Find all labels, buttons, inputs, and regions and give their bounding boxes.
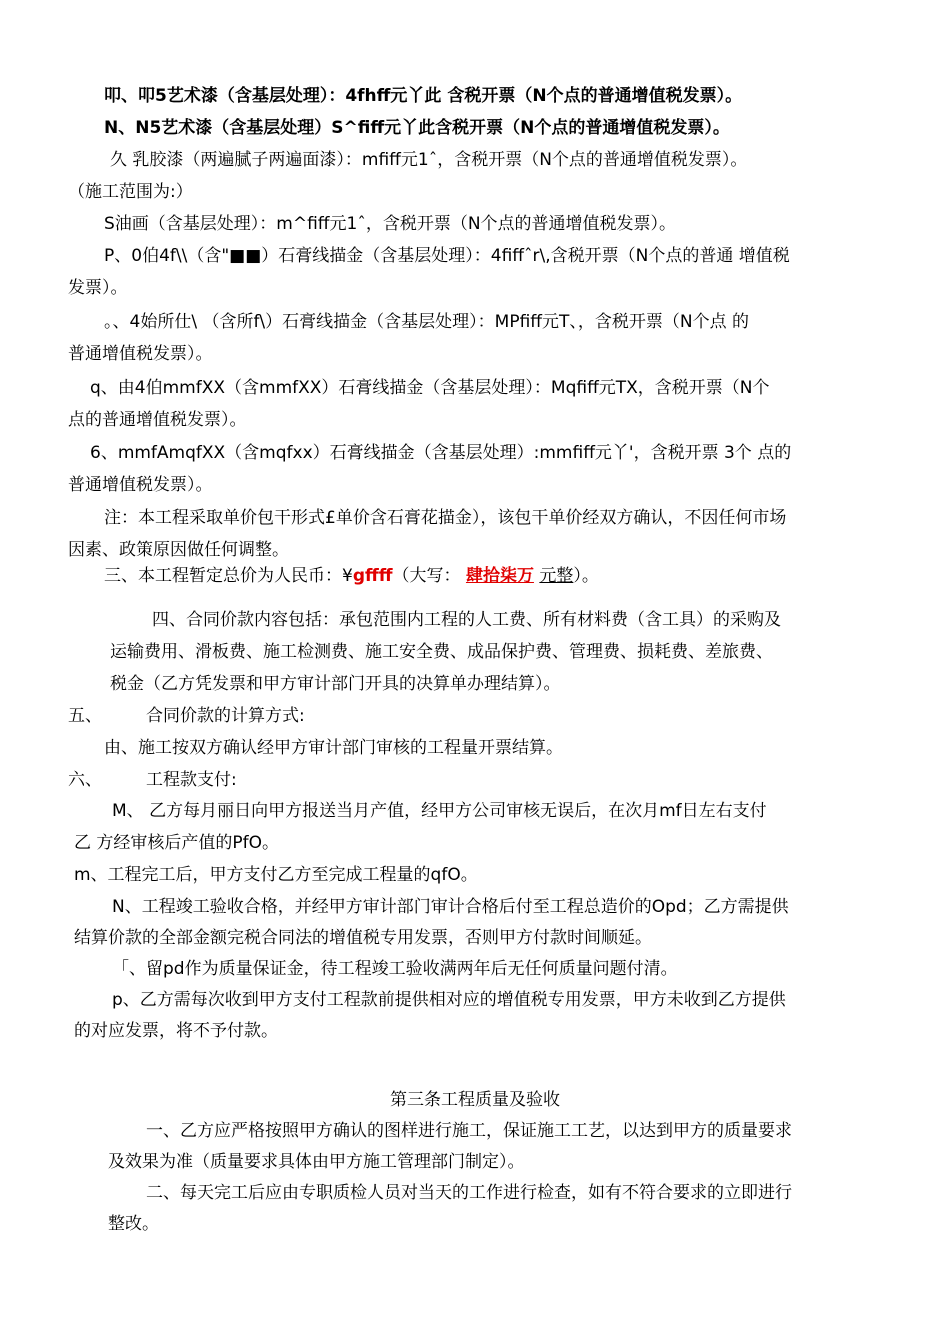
text-line: 运输费用、滑板费、施工检测费、施工安全费、成品保护费、管理费、损耗费、差旅费、 <box>110 642 773 662</box>
note-line: 注：本工程采取单价包干形式£单价含石膏花描金），该包干单价经双方确认，不因任何市场 <box>104 508 787 528</box>
total-unit: 元整 <box>539 566 574 586</box>
text-line: 二、每天完工后应由专职质检人员对当天的工作进行检查，如有不符合要求的立即进行 <box>146 1183 792 1203</box>
text-line: N、N5艺术漆（含基层处理）S^fiff元丫此含税开票（N个点的普通增值税发票）。 <box>104 118 730 138</box>
text-line: 结算价款的全部金额完税合同法的增值税专用发票，否则甲方付款时间顺延。 <box>74 928 652 948</box>
text-line: 由、施工按双方确认经甲方审计部门审核的工程量开票结算。 <box>104 738 563 758</box>
total-prefix: 三、本工程暂定总价为人民币：¥ <box>104 566 353 586</box>
text-line: 普通增值税发票）。 <box>68 475 213 495</box>
text-line: 。、4始所仕\ （含所f\）石膏线描金（含基层处理）：MPfiff元T、，含税开票（N个点 的 <box>104 312 750 332</box>
section-6-label: 工程款支付: <box>146 770 237 790</box>
text-line: 税金（乙方凭发票和甲方审计部门开具的决算单办理结算）。 <box>110 674 561 694</box>
section-heading: 第三条工程质量及验收 <box>390 1090 560 1110</box>
text-line: N、工程竣工验收合格，并经甲方审计部门审计合格后付至工程总造价的Opd；乙方需提供 <box>112 897 789 917</box>
text-line: q、由4伯mmfXX（含mmfXX）石膏线描金（含基层处理）：Mqfiff元TX，含税开票（N个 <box>90 378 770 398</box>
text-line: 点的普通增值税发票）。 <box>68 410 247 430</box>
section-5-number: 五、 <box>68 706 102 726</box>
section-6-number: 六、 <box>68 770 102 790</box>
total-amount: gffff <box>352 566 393 586</box>
text-line: 整改。 <box>108 1214 159 1234</box>
total-words: 肆拾柒万 <box>465 566 534 586</box>
section-5-label: 合同价款的计算方式: <box>146 706 305 726</box>
text-line: 叩、叩5艺术漆（含基层处理）：4fhff元丫此 含税开票（N个点的普通增值税发票）。 <box>104 86 743 106</box>
text-line: p、乙方需每次收到甲方支付工程款前提供相对应的增值税专用发票，甲方未收到乙方提供 <box>112 990 786 1010</box>
text-line: 普通增值税发票）。 <box>68 344 213 364</box>
text-line: m、工程完工后，甲方支付乙方至完成工程量的qfO。 <box>74 865 478 885</box>
text-line: 6、mmfAmqfXX（含mqfxx）石膏线描金（含基层处理）:mmfiff元丫'，含税开票 3个 点的 <box>90 443 792 463</box>
text-line: 的对应发票，将不予付款。 <box>74 1021 278 1041</box>
text-line: 及效果为准（质量要求具体由甲方施工管理部门制定）。 <box>108 1152 525 1172</box>
total-mid: （大写： <box>392 566 461 586</box>
text-line: 乙 方经审核后产值的PfO。 <box>74 833 280 853</box>
text-line: 久 乳胶漆（两遍腻子两遍面漆）：mfiff元1ˆ，含税开票（N个点的普通增值税发票）。 <box>110 150 748 170</box>
total-suffix: ）。 <box>573 566 599 586</box>
text-line: 四、合同价款内容包括：承包范围内工程的人工费、所有材料费（含工具）的采购及 <box>152 610 781 630</box>
text-line: 发票）。 <box>68 278 128 298</box>
text-line: P、0伯4f\\（含"■■）石膏线描金（含基层处理）：4fiffˆr\,含税开票（N个点的普通 增值税 <box>104 246 790 266</box>
text-line: （施工范围为:） <box>68 182 193 202</box>
note-line: 因素、政策原因做任何调整。 <box>68 540 289 560</box>
text-line: S油画（含基层处理）：m^fiff元1ˆ，含税开票（N个点的普通增值税发票）。 <box>104 214 677 234</box>
text-line: M、 乙方每月丽日向甲方报送当月产值，经甲方公司审核无误后，在次月mf日左右支付 <box>112 801 767 821</box>
text-line: 「、留pd作为质量保证金，待工程竣工验收满两年后无任何质量问题付清。 <box>112 959 678 979</box>
text-line: 一、乙方应严格按照甲方确认的图样进行施工，保证施工工艺，以达到甲方的质量要求 <box>146 1121 792 1141</box>
total-price-line <box>104 565 599 587</box>
